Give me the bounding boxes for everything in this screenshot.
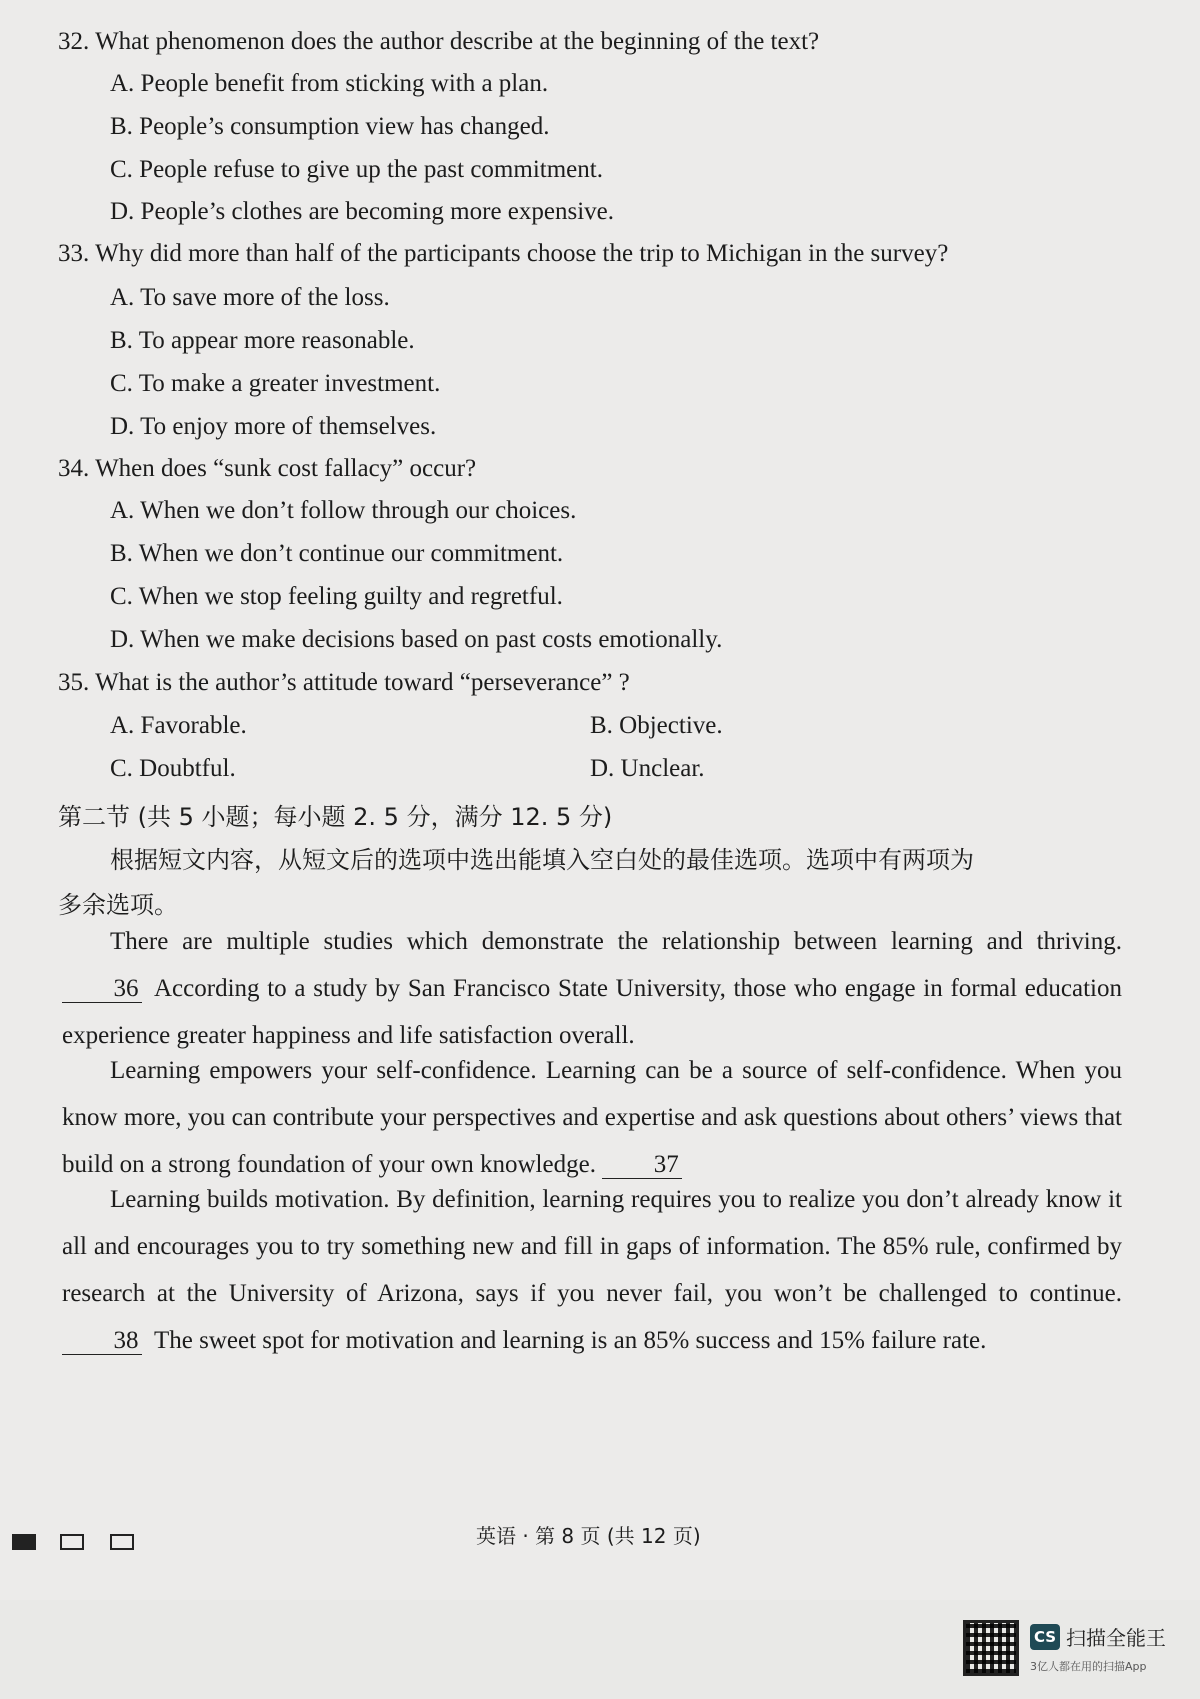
option: C. Doubtful. [110,755,236,782]
option: C. People refuse to give up the past commitment. [110,156,603,183]
question-number: 32. [58,28,90,55]
qr-code-icon [963,1620,1019,1676]
option: B. To appear more reasonable. [110,327,415,354]
camscanner-name: 扫描全能王 [1066,1626,1166,1650]
question-number: 34. [58,455,90,482]
option: D. People’s clothes are becoming more expensive. [110,198,615,225]
page-marker-filled [12,1534,36,1550]
option: D. When we make decisions based on past costs emotionally. [110,626,723,653]
question-34 [58,455,476,483]
question-text: What phenomenon does the author describe at the beginning of the text? [95,28,820,55]
page-footer: 英语 · 第 8 页 (共 12 页) [476,1524,701,1548]
passage-text: The sweet spot for motivation and learning is an 85% success and 15% failure rate. [154,1327,987,1354]
blank-38: 38 [62,1328,142,1355]
option: C. When we stop feeling guilty and regretful. [110,583,563,610]
passage-text: There are multiple studies which demonstrate the relationship between learning and thriving. [110,928,1122,955]
camscanner-logo: CS [1030,1624,1060,1650]
section-heading: 第二节 (共 5 小题；每小题 2. 5 分，满分 12. 5 分) [58,803,613,831]
blank-36: 36 [62,976,142,1003]
question-32 [58,28,819,56]
passage-paragraph-2 [62,1047,1122,1188]
page-marker-empty [60,1534,84,1550]
question-number: 33. [58,240,90,267]
option: B. When we don’t continue our commitment. [110,540,564,567]
option: B. Objective. [590,712,723,739]
camscanner-tagline: 3亿人都在用的扫描App [1030,1660,1147,1673]
option: B. People’s consumption view has changed. [110,113,550,140]
option: C. To make a greater investment. [110,370,441,397]
option: A. To save more of the loss. [110,284,390,311]
section-instruction: 根据短文内容，从短文后的选项中选出能填入空白处的最佳选项。选项中有两项为 [110,846,974,874]
page-marker-empty [110,1534,134,1550]
question-35 [58,669,630,697]
option: D. To enjoy more of themselves. [110,413,437,440]
blank-37: 37 [602,1152,682,1179]
option: D. Unclear. [590,755,705,782]
passage-text: According to a study by San Francisco State University, those who engage in formal education experience greater happiness and life satisfaction overall. [62,975,1122,1049]
passage-paragraph-1 [62,918,1122,1059]
option: A. Favorable. [110,712,247,739]
option: A. When we don’t follow through our choices. [110,497,577,524]
section-instruction-cont: 多余选项。 [58,891,178,919]
option: A. People benefit from sticking with a plan. [110,70,549,97]
question-text: When does “sunk cost fallacy” occur? [95,455,477,482]
question-text: What is the author’s attitude toward “perseverance” ? [95,669,630,696]
passage-text: Learning builds motivation. By definition, learning requires you to realize you don’t already know it all and encourages you to try something new and fill in gaps of information. The 85% rule, confirmed by research at the University of Arizona, says if you never fail, you won’t be challenged to continue. [62,1186,1122,1307]
question-text: Why did more than half of the participants choose the trip to Michigan in the survey? [95,240,949,267]
passage-paragraph-3 [62,1176,1122,1364]
passage-text: Learning empowers your self-confidence. Learning can be a source of self-confidence. When you know more, you can contribute your perspectives and expertise and ask questions about others’ views that build on a strong foundation of your own knowledge. [62,1057,1122,1178]
question-33 [58,240,948,268]
question-number: 35. [58,669,90,696]
